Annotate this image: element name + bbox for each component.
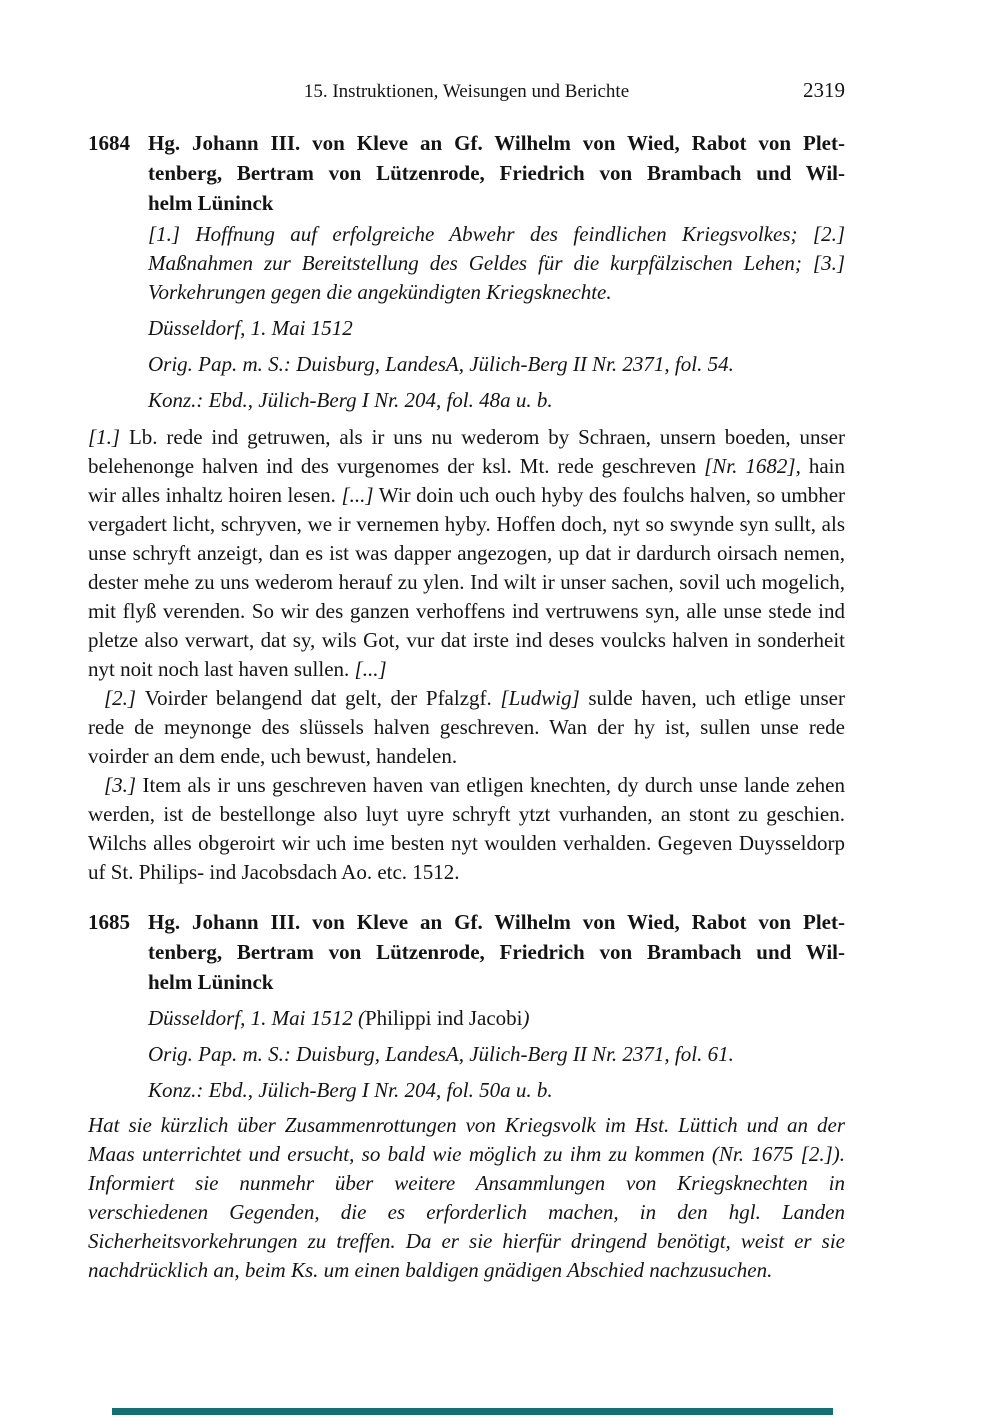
bottom-accent-bar <box>112 1408 833 1415</box>
entry-meta <box>148 1004 845 1105</box>
dateline: Düsseldorf, 1. Mai 1512 <box>148 316 353 340</box>
running-head-title: 15. Instruktionen, Weisungen und Berichte <box>303 81 630 102</box>
entry-title-line: helm Lüninck <box>148 191 274 215</box>
page-number: 2319 <box>803 78 845 102</box>
entry-title-line: tenberg, Bertram von Lützenrode, Friedrich von Brambach und Wil- <box>148 940 845 964</box>
regest-summary: Hat sie kürzlich über Zusammenrottungen von Kriegsvolk im Hst. Lüttich und an der Maas unterrichtet und ersucht, so bald wie möglich zu ihm zu kommen (Nr. 1675 [2.]). Informiert sie nunmehr über weitere Ansammlungen von Kriegsknechten in verschiedenen Gegenden, die es erforderlich machen, in den hgl. Landen Sicherheitsvorkehrungen zu treffen. Da er sie hierfür dringend benötigt, weist er sie nachdrücklich an, beim Ks. um einen baldigen gnädigen Abschied nachzusuchen. <box>88 1113 845 1282</box>
entry-body <box>88 423 845 887</box>
entry-heading <box>88 128 845 218</box>
source-line-orig: Orig. Pap. m. S.: Duisburg, LandesA, Jülich-Berg II Nr. 2371, fol. 54. <box>148 352 734 376</box>
entry-title <box>148 907 845 997</box>
body-paragraph-1: [1.] Lb. rede ind getruwen, als ir uns nu wederom by Schraen, unsern boeden, unser belehenonge halven ind des vurgenomes der ksl. Mt. rede geschreven [Nr. 1682], hain wir alles inhaltz hoiren lesen. [...] Wir doin uch ouch hyby des foulchs halven, so umbher vergadert licht, schryven, we ir vernemen hyby. Hoffen doch, nyt so swynde syn sullt, als unse schryft anzeigt, dan es ist was dapper angezogen, up dat ir dardurch oirsach nemen, dester mehe zu uns wederom herauf zu ylen. Ind wilt ir unser sachen, sovil uch mogelich, mit flyß verenden. So wir des ganzen verhoffens ind vertruwens syn, alle unse stede ind pletze also verwart, dat sy, wils Got, vur dat irste ind deses voulcks halven in sonderheit nyt noit noch last haven sullen. [...] <box>88 425 846 681</box>
entry-title <box>148 128 845 218</box>
body-paragraph-2: [2.] Voirder belangend dat gelt, der Pfalzgf. [Ludwig] sulde haven, uch etlige unser rede de meynonge des slüssels halven geschreven. Wan der hy ist, sullen unse rede voirder an dem ende, uch bewust, handelen. <box>88 686 845 768</box>
entry-number: 1684 <box>88 131 130 155</box>
entry-heading <box>88 907 845 997</box>
entry-1684 <box>88 128 845 887</box>
entry-title-line: helm Lüninck <box>148 970 274 994</box>
source-line-konz: Konz.: Ebd., Jülich-Berg I Nr. 204, fol. 48a u. b. <box>148 388 553 412</box>
entry-number: 1685 <box>88 910 130 934</box>
body-paragraph-3: [3.] Item als ir uns geschreven haven van etligen knechten, dy durch unse lande zehen werden, ist de bestellonge also luyt uyre schryft ytzt vurhanden, an stont zu geschien. Wilchs alles obgeroirt wir uch ime besten nyt woulden verhalden. Gegeven Duysseldorp uf St. Philips- ind Jacobsdach Ao. etc. 1512. <box>88 773 845 884</box>
entry-title-line: tenberg, Bertram von Lützenrode, Friedrich von Brambach und Wil- <box>148 161 845 185</box>
source-line-konz: Konz.: Ebd., Jülich-Berg I Nr. 204, fol. 50a u. b. <box>148 1078 553 1102</box>
running-head <box>88 80 845 104</box>
entry-title-line: Hg. Johann III. von Kleve an Gf. Wilhelm von Wied, Rabot von Plet- <box>148 910 845 934</box>
entry-title-line: Hg. Johann III. von Kleve an Gf. Wilhelm von Wied, Rabot von Plet- <box>148 131 845 155</box>
entry-1685 <box>88 907 845 1285</box>
source-line-orig: Orig. Pap. m. S.: Duisburg, LandesA, Jülich-Berg II Nr. 2371, fol. 61. <box>148 1042 734 1066</box>
dateline: Düsseldorf, 1. Mai 1512 (Philippi ind Jacobi) <box>148 1006 530 1030</box>
regest-summary: [1.] Hoffnung auf erfolgreiche Abwehr des feindlichen Kriegsvolkes; [2.] Maßnahmen zur Bereitstellung des Geldes für die kurpfälzischen Lehen; [3.] Vorkehrungen gegen die angekündigten Kriegsknechte. <box>148 222 845 304</box>
entry-meta <box>148 220 845 415</box>
